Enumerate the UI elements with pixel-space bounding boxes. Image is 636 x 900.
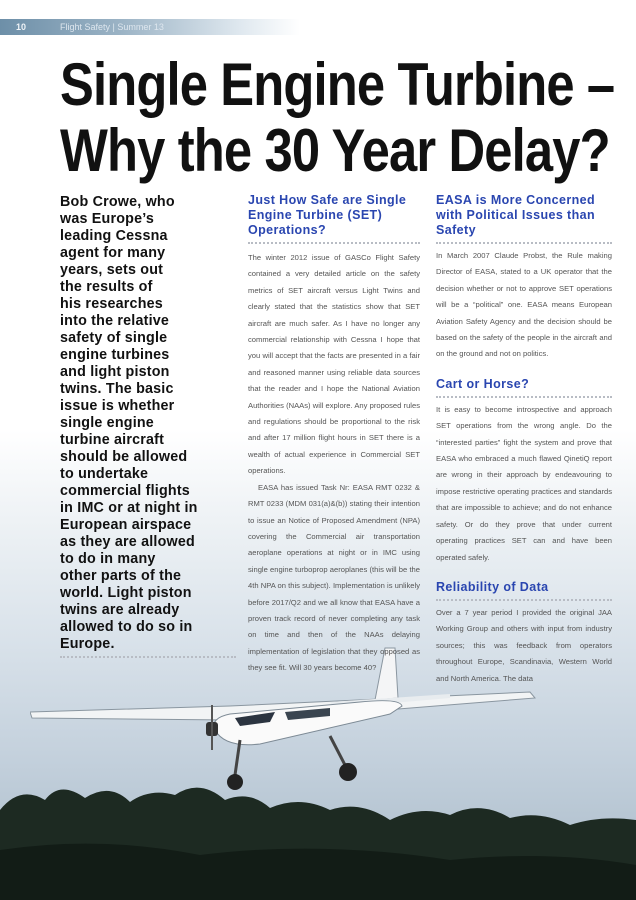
section-divider <box>436 396 612 398</box>
page-number: 10 <box>16 22 27 32</box>
section-divider <box>436 599 612 601</box>
paragraph: In March 2007 Claude Probst, the Rule making Director of EASA, stated to a UK operator that the decision whether or not to approve SET operations will be a “political” one. EASA means European Aviation Safety Agency and the decision should be based on the safety of the people in the aircraft and on the ground and not on politics. <box>436 251 612 359</box>
section-divider <box>248 242 420 244</box>
section-heading: Reliability of Data <box>436 579 549 594</box>
paragraph: EASA has issued Task Nr: EASA RMT 0232 & RMT 0233 (MDM 031(a)&(b)) stating their intention to issue an Notice of Proposed Amendment (NPA) covering the Commercial air transportation aeroplane operations at night or in IMC using single engine turboprop aeroplanes (this will be the 4th NPA on this subject). Implementation is unlikely before 2017/Q2 and we all know that EASA have a proven track record of never completing any task on time and then of the NAAs delaying implementation of legislation that they opposed as they see fit. Will 30 years become 40? <box>248 482 420 673</box>
article-title <box>60 51 615 184</box>
magazine-issue: Flight Safety | Summer 13 <box>60 22 164 32</box>
intro-standfirst: Bob Crowe, who was Europe’s leading Cessna agent for many years, sets out the results of his researches into the relative safety of single engine turbines and light piston twins. The basic issue is whether single engine turbine aircraft should be allowed to undertake commercial flights in IMC or at night in European airspace as they are allowed to do in many other parts of the world. Light piston twins are already allowed to do so in Europe. <box>60 194 198 652</box>
section-heading: Just How Safe are Single Engine Turbine (SET) Operations? <box>248 193 407 237</box>
column-2 <box>248 193 420 677</box>
paragraph: The winter 2012 issue of GASCo Flight Safety contained a very detailed article on the safety metrics of SET aircraft versus Light Twins and clearly stated that the statistics show that SET aircraft are much safer. As I have no longer any commercial relationship with Cessna I hope that you will accept that the facts are presented in a fair and reasoned manner using reliable data sources that the reader and I hope the National Aviation Authorities (NAAs) will explore. Any proposed rules and regulations should be proportional to the risk and after 17 million flight hours in SET there is a wealth of actual experience in Commercial SET operations. <box>248 253 420 476</box>
running-header <box>0 19 300 35</box>
title-line-1: Single Engine Turbine – <box>60 51 615 118</box>
paragraph: It is easy to become introspective and approach SET operations from the wrong angle. Do the “interested parties” fight the system and prove that EASA who embraced a much flawed QinetiQ report are wrong in their approach by endeavouring to impose restrictive operating practices and standards that are impossible to achieve; and do not enhance safety. Or do they prove that under current operating practices SET can and have been operated safely. <box>436 404 612 562</box>
paragraph: Over a 7 year period I provided the original JAA Working Group and others with input from industry sources; this was feedback from operators throughout Europe, Scandinavia, Western World and North America. The data <box>436 607 612 683</box>
section-heading: Cart or Horse? <box>436 376 530 391</box>
title-line-2: Why the 30 Year Delay? <box>60 117 610 184</box>
section-divider <box>436 242 612 244</box>
section-heading: EASA is More Concerned with Political Issues than Safety <box>436 193 596 237</box>
column-3 <box>436 193 612 687</box>
